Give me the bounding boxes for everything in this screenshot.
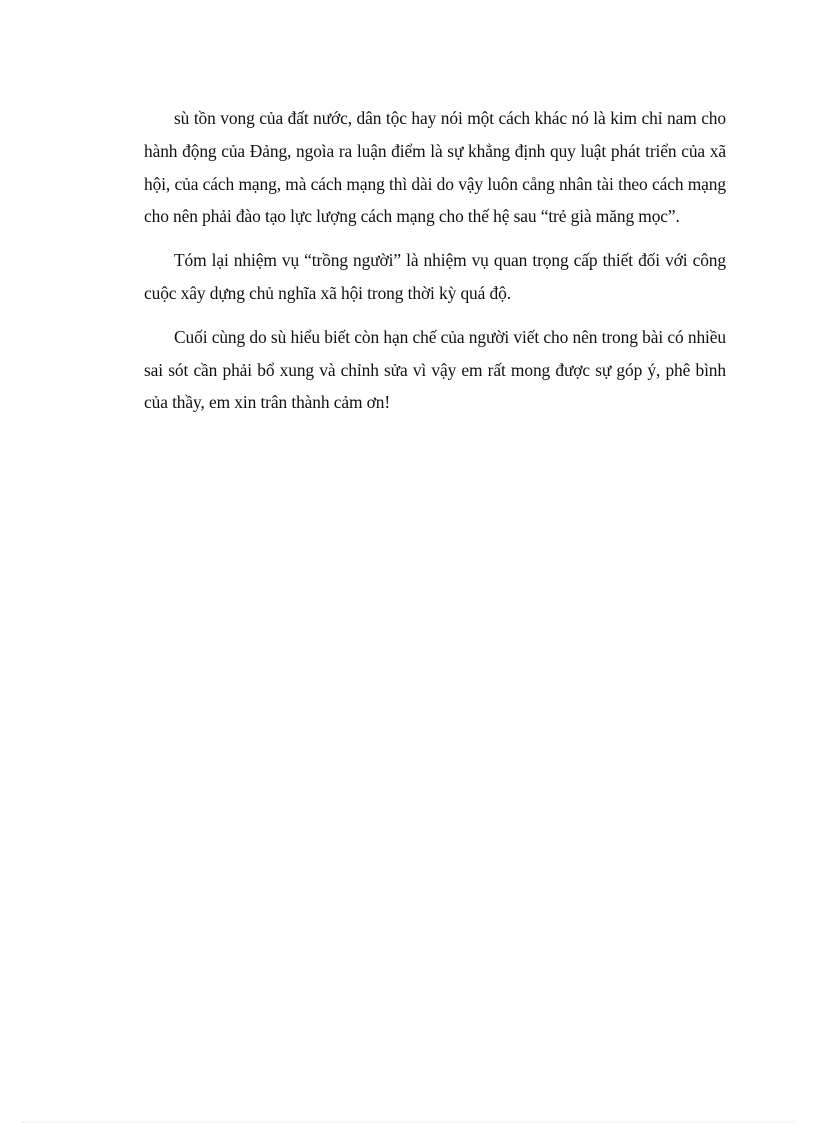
paragraph-1: sù tồn vong của đất nước, dân tộc hay nói một cách khác nó là kim chỉ nam cho hành động của Đảng, ngoìa ra luận điểm là sự khẳng định quy luật phát triển của xã hội, của cách mạng, mà cách mạng thì dài do vậy luôn cång nhân tài theo cách mạng cho nên phải đào tạo lực lượng cách mạng cho thế hệ sau “trẻ già măng mọc”. <box>144 108 726 227</box>
paragraph-2: Tóm lại nhiệm vụ “trồng người” là nhiệm vụ quan trọng cấp thiết đối với công cuộc xây dựng chủ nghĩa xã hội trong thời kỳ quá độ. <box>144 250 726 303</box>
document-body <box>144 102 726 430</box>
paragraph-3: Cuối cùng do sù hiểu biết còn hạn chế của người viết cho nên trong bài có nhiều sai sót cần phải bổ xung và chỉnh sửa vì vậy em rất mong được sự góp ý, phê bình của thầy, em xin trân thành cảm ơn! <box>144 326 726 413</box>
